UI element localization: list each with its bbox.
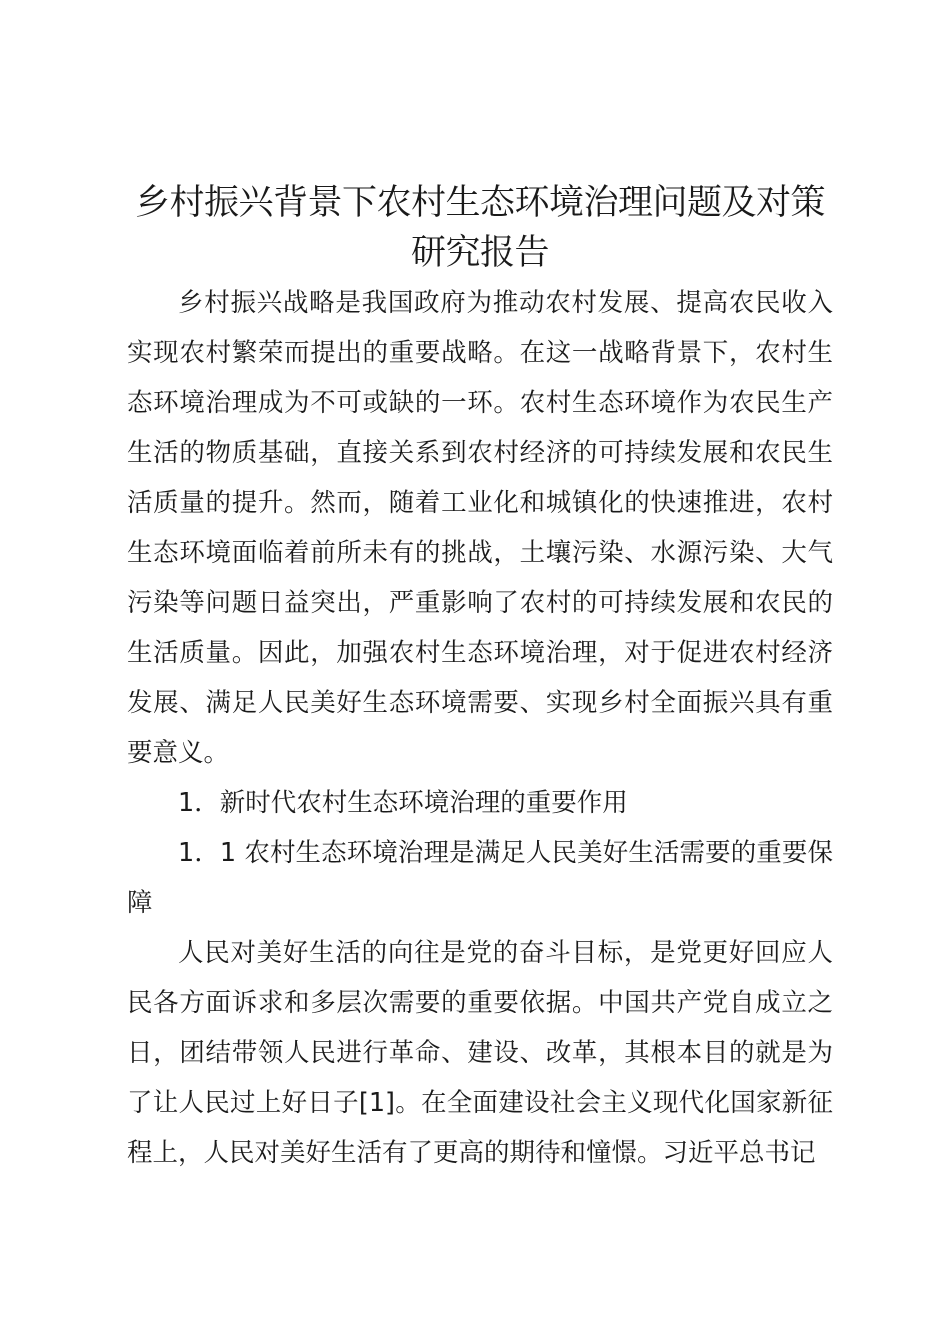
document-body [127,178,833,1178]
section-heading: 1．新时代农村生态环境治理的重要作用 [178,788,628,818]
subsection-heading: 1．1 农村生态环境治理是满足人民美好生活需要的重要保障 [127,838,833,918]
body-paragraph: 人民对美好生活的向往是党的奋斗目标，是党更好回应人民各方面诉求和多层次需要的重要依据。中国共产党自成立之日，团结带领人民进行革命、建设、改革，其根本目的就是为了让人民过上好日子[1]。在全面建设社会主义现代化国家新征程上，人民对美好生活有了更高的期待和憧憬。习近平总书记 [127,938,833,1168]
intro-paragraph: 乡村振兴战略是我国政府为推动农村发展、提高农民收入实现农村繁荣而提出的重要战略。在这一战略背景下，农村生态环境治理成为不可或缺的一环。农村生态环境作为农民生产生活的物质基础，直接关系到农村经济的可持续发展和农民生活质量的提升。然而，随着工业化和城镇化的快速推进，农村生态环境面临着前所未有的挑战，土壤污染、水源污染、大气污染等问题日益突出，严重影响了农村的可持续发展和农民的生活质量。因此，加强农村生态环境治理，对于促进农村经济发展、满足人民美好生态环境需要、实现乡村全面振兴具有重要意义。 [127,288,833,768]
document-title: 乡村振兴背景下农村生态环境治理问题及对策研究报告 [134,183,825,273]
